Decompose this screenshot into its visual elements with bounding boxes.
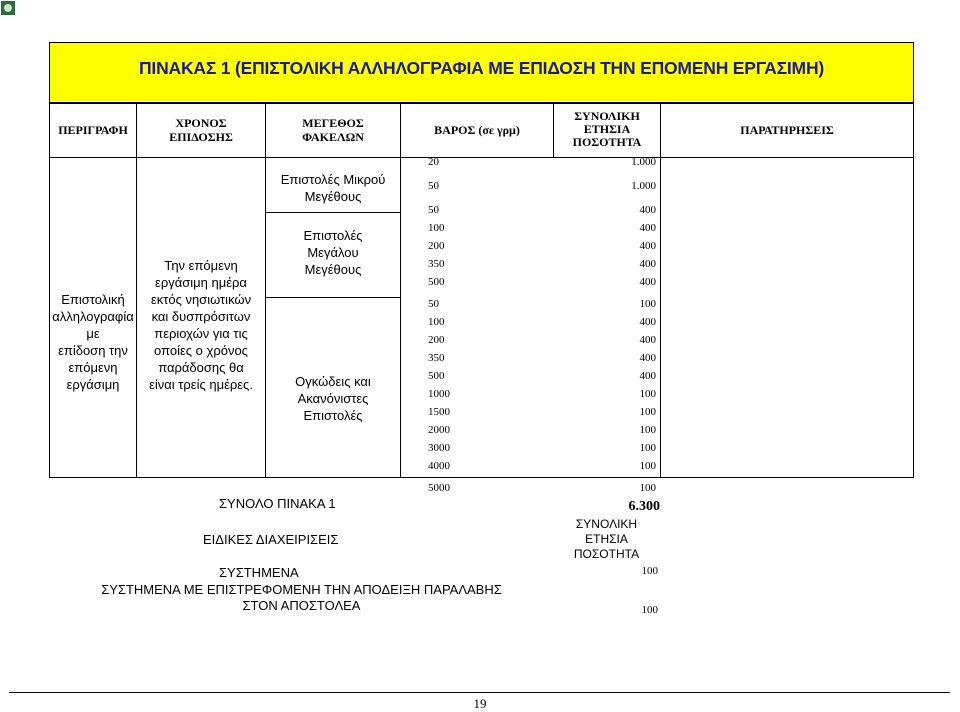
quantity-value: 400	[639, 204, 656, 216]
registered-with-receipt-label: ΣΥΣΤΗΜΕΝΑ ΜΕ ΕΠΙΣΤΡΕΦΟΜΕΝΗ ΤΗΝ ΑΠΟΔΕΙΞΗ ΠΑΡΑΛΑΒΗΣ ΣΤΟΝ ΑΠΟΣΤΟΛΕΑ	[101, 582, 502, 613]
size-small-letters	[266, 171, 400, 205]
logo-icon	[0, 0, 16, 16]
weight-value: 350	[428, 258, 445, 270]
weight-value: 50	[428, 180, 439, 192]
quantity-value: 1.000	[631, 156, 656, 168]
total-label: ΣΥΝΟΛΟ ΠΙΝΑΚΑ 1	[219, 496, 336, 511]
weight-value: 3000	[428, 442, 450, 454]
quantity-value: 100	[639, 298, 656, 310]
header-remarks: ΠΑΡΑΤΗΡΗΣΕΙΣ	[740, 123, 834, 137]
delivery-line: είναι τρείς ημέρες.	[149, 377, 253, 392]
weight-value: 2000	[428, 424, 450, 436]
header-delivery-time: ΧΡΟΝΟΣ ΕΠΙΔΟΣΗΣ	[169, 116, 233, 144]
registered-label: ΣΥΣΤΗΜΕΝΑ	[219, 565, 299, 580]
quantity-value: 400	[639, 334, 656, 346]
quantity-value: 100	[639, 406, 656, 418]
weight-value: 4000	[428, 460, 450, 472]
size-line: Επιστολές	[303, 228, 363, 243]
header-description: ΠΕΡΙΓΡΑΦΗ	[58, 123, 128, 137]
size-line: Ακανόνιστες	[297, 391, 369, 406]
quantity-value: 400	[639, 352, 656, 364]
header-weight: ΒΑΡΟΣ (σε γρμ)	[434, 123, 520, 137]
weight-value: 1000	[428, 388, 450, 400]
quantity-value: 100	[639, 424, 656, 436]
weight-value: 350	[428, 352, 445, 364]
quantity-value: 100	[639, 388, 656, 400]
description-line: επόμενη εργάσιμη	[66, 360, 120, 392]
weight-value: 100	[428, 316, 445, 328]
registered-quantity: 100	[641, 565, 658, 577]
quantity-value: 400	[639, 258, 656, 270]
registered-with-receipt-quantity: 100	[641, 604, 658, 616]
weight-value: 20	[428, 156, 439, 168]
quantity-value: 1.000	[631, 180, 656, 192]
quantity-value: 400	[639, 240, 656, 252]
weight-value: 50	[428, 204, 439, 216]
size-line: Μεγέθους	[304, 189, 362, 204]
delivery-line: Την επόμενη	[164, 258, 238, 273]
weight-value: 500	[428, 370, 445, 382]
total-value: 6.300	[628, 499, 660, 514]
size-bulky-letters	[266, 373, 400, 424]
delivery-line: οποίες ο χρόνος	[154, 343, 248, 358]
description-cell	[50, 291, 136, 393]
delivery-line: περιοχών για τις	[154, 326, 248, 341]
quantity-value: 400	[639, 276, 656, 288]
quantity-value: 100	[639, 482, 656, 494]
size-line: Ογκώδεις και	[295, 374, 371, 389]
header-total-quantity: ΣΥΝΟΛΙΚΗ ΕΤΗΣΙΑ ΠΟΣΟΤΗΤΑ	[572, 109, 642, 149]
size-line: Μεγάλου	[307, 245, 359, 260]
quantity-value: 100	[639, 442, 656, 454]
weight-value: 5000	[428, 482, 450, 494]
page-number: 19	[473, 696, 487, 711]
delivery-line: και δυσπρόσιτων	[151, 309, 251, 324]
weight-value: 100	[428, 222, 445, 234]
delivery-line: παράδοσης θα	[158, 360, 244, 375]
quantity-value: 400	[639, 370, 656, 382]
page-title: ΠΙΝΑΚΑΣ 1 (ΕΠΙΣΤΟΛΙΚΗ ΑΛΛΗΛΟΓΡΑΦΙΑ ΜΕ ΕΠΙΔΟΣΗ ΤΗΝ ΕΠΟΜΕΝΗ ΕΡΓΑΣΙΜΗ)	[138, 58, 825, 78]
special-total-quantity-header: ΣΥΝΟΛΙΚΗ ΕΤΗΣΙΑ ΠΟΣΟΤΗΤΑ	[573, 517, 640, 561]
size-line: Επιστολές Μικρού	[280, 172, 386, 187]
weight-value: 1500	[428, 406, 450, 418]
quantity-value: 100	[639, 460, 656, 472]
weight-value: 200	[428, 240, 445, 252]
description-line: Επιστολική	[61, 292, 125, 307]
size-line: Μεγέθους	[304, 262, 362, 277]
weight-value: 200	[428, 334, 445, 346]
special-handling-label: ΕΙΔΙΚΕΣ ΔΙΑΧΕΙΡΙΣΕΙΣ	[203, 532, 339, 547]
size-large-letters	[266, 227, 400, 278]
description-line: αλληλογραφία με	[52, 309, 134, 341]
weight-value: 500	[428, 276, 445, 288]
delivery-line: εκτός νησιωτικών	[150, 292, 252, 307]
quantity-value: 400	[639, 222, 656, 234]
weight-value: 50	[428, 298, 439, 310]
delivery-time-cell	[137, 257, 265, 393]
delivery-line: εργάσιμη ημέρα	[155, 275, 247, 290]
description-line: επίδοση την	[58, 343, 128, 358]
header-envelope-size: ΜΕΓΕΘΟΣ ΦΑΚΕΛΩΝ	[302, 116, 364, 144]
size-line: Επιστολές	[303, 408, 363, 423]
quantity-value: 400	[639, 316, 656, 328]
